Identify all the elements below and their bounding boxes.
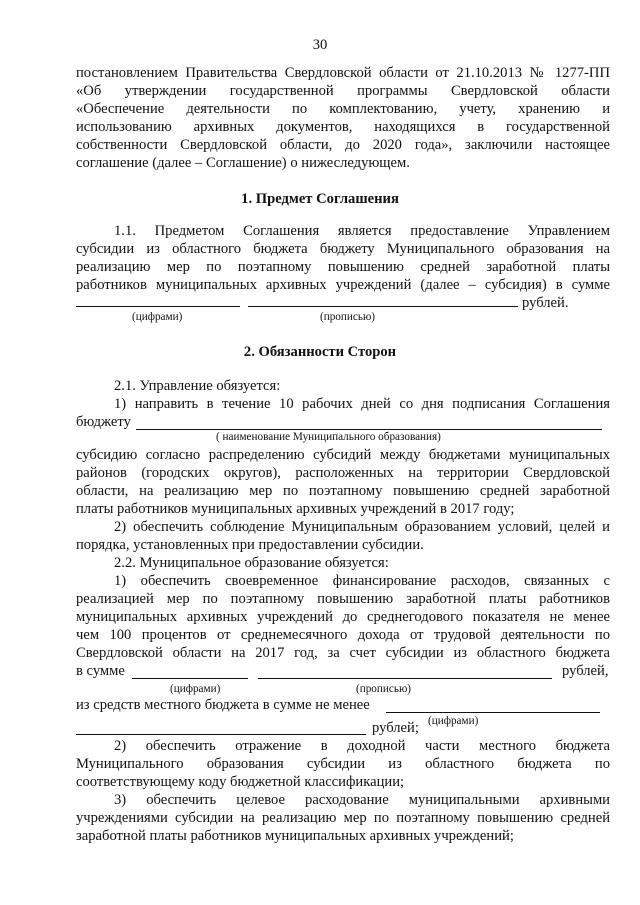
clause-2-2-title: 2.2. Муниципальное образование обязуется: xyxy=(114,555,389,571)
clause-2-1-1-line: 1) направить в течение 10 рабочих дней со дня подписания Соглашения xyxy=(114,396,610,412)
local-budget-label: из средств местного бюджета в сумме не менее xyxy=(76,697,370,713)
page-number: 30 xyxy=(312,37,328,53)
municipality-name-blank xyxy=(136,429,602,430)
amount-digits-blank xyxy=(76,306,240,307)
clause-2-1-1-line: области, на реализацию мер по поэтапному повышению средней заработной xyxy=(76,483,610,499)
rubles-label: рублей. xyxy=(522,295,569,311)
intro-line: «Об утверждении государственной программы Свердловской области xyxy=(76,83,610,99)
caption-digits: (цифрами) xyxy=(170,683,221,695)
section-heading-2: 2. Обязанности Сторон xyxy=(243,344,397,360)
clause-2-2-1-line: 1) обеспечить своевременное финансирование расходов, связанных с xyxy=(114,573,610,589)
intro-line: собственности Свердловской области, до 2020 года», заключили настоящее xyxy=(76,137,610,153)
clause-2-2-1-line: Свердловской области на 2017 год, за счет субсидии из областного бюджета xyxy=(76,645,610,661)
clause-2-2-3-line: учреждениями субсидии на реализацию мер по поэтапному повышению средней xyxy=(76,810,610,826)
section1-line: субсидии из областного бюджета бюджету Муниципального образования на xyxy=(76,241,610,257)
clause-2-2-1-line: реализацией мер по поэтапному повышению заработной платы работников xyxy=(76,591,610,607)
clause-2-2-2-line: 2) обеспечить отражение в доходной части местного бюджета xyxy=(114,738,610,754)
budget-label: бюджету xyxy=(76,414,131,430)
caption-words: (прописью) xyxy=(320,311,376,323)
clause-2-2-1-line: чем 100 процентов от среднемесячного дохода от трудовой деятельности по xyxy=(76,627,610,643)
rubles-label: рублей, xyxy=(562,663,609,679)
caption-digits: (цифрами) xyxy=(132,311,183,323)
section1-line: реализацию мер по поэтапному повышению средней заработной платы xyxy=(76,259,610,275)
caption-digits: (цифрами) xyxy=(428,715,479,727)
clause-2-2-2-line: Муниципального образования субсидии из областного бюджета по xyxy=(76,756,610,772)
caption-municipality: ( наименование Муниципального образования) xyxy=(216,431,441,443)
rubles-label: рублей; xyxy=(372,720,419,736)
subsidy-words-blank xyxy=(258,678,552,679)
clause-2-1-1-line: платы работников муниципальных архивных учреждений в 2017 году; xyxy=(76,501,515,517)
subsidy-digits-blank xyxy=(132,678,248,679)
clause-2-1-title: 2.1. Управление обязуется: xyxy=(114,378,281,394)
clause-2-2-2-line: соответствующему коду бюджетной классификации; xyxy=(76,774,405,790)
clause-2-1-2-line: порядка, установленных при предоставлении субсидии. xyxy=(76,537,424,553)
amount-words-blank xyxy=(248,306,518,307)
clause-2-2-3-line: 3) обеспечить целевое расходование муниципальными архивными xyxy=(114,792,610,808)
section-heading-1: 1. Предмет Соглашения xyxy=(241,191,399,207)
section1-line: работников муниципальных архивных учреждений (далее – субсидия) в сумме xyxy=(76,277,610,293)
in-amount-label: в сумме xyxy=(76,663,125,679)
clause-2-1-1-line: субсидию согласно распределению субсидий между бюджетами муниципальных xyxy=(76,447,610,463)
intro-line: использованию архивных документов, находящихся в государственной xyxy=(76,119,610,135)
local-budget-words-blank xyxy=(76,734,366,735)
intro-line: соглашение (далее – Соглашение) о нижеследующем. xyxy=(76,155,410,171)
clause-2-1-1-line: районов (городских округов), расположенных на территории Свердловской xyxy=(76,465,610,481)
clause-2-2-3-line: заработной платы работников муниципальных архивных учреждений; xyxy=(76,828,514,844)
clause-2-2-1-line: муниципальных архивных учреждений до среднегодового показателя не менее xyxy=(76,609,610,625)
clause-2-1-2-line: 2) обеспечить соблюдение Муниципальным образованием условий, целей и xyxy=(114,519,610,535)
caption-words: (прописью) xyxy=(356,683,412,695)
intro-line: «Обеспечение деятельности по комплектованию, учету, хранению и xyxy=(76,101,610,117)
local-budget-digits-blank xyxy=(386,712,600,713)
intro-line: постановлением Правительства Свердловской области от 21.10.2013 № 1277-ПП xyxy=(76,65,610,81)
section1-line: 1.1. Предметом Соглашения является предоставление Управлением xyxy=(114,223,610,239)
